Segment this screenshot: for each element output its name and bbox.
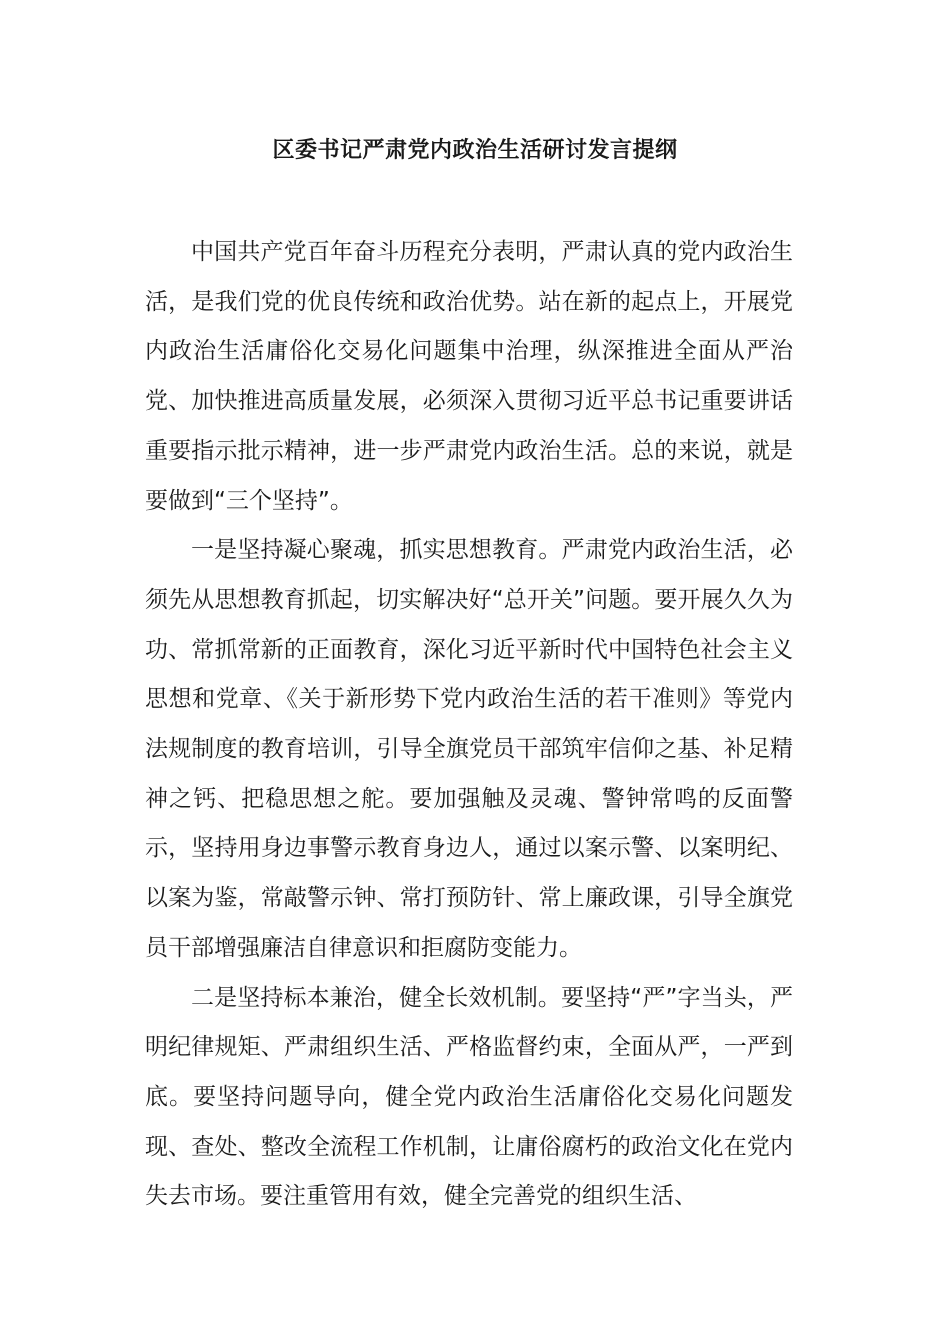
document-title: 区委书记严肃党内政治生活研讨发言提纲 xyxy=(272,138,678,163)
paragraph-point-two: 二是坚持标本兼治，健全长效机制。要坚持“严”字当头，严明纪律规矩、严肃组织生活、严格监督约束，全面从严，一严到底。要坚持问题导向，健全党内政治生活庸俗化交易化问题发现、查处、整改全流程工作机制，让庸俗腐朽的政治文化在党内失去市场。要注重管用有效，健全完善党的组织生活、 xyxy=(145,984,793,1210)
paragraph-intro: 中国共产党百年奋斗历程充分表明，严肃认真的党内政治生活，是我们党的优良传统和政治优势。站在新的起点上，开展党内政治生活庸俗化交易化问题集中治理，纵深推进全面从严治党、加快推进高质量发展，必须深入贯彻习近平总书记重要讲话重要指示批示精神，进一步严肃党内政治生活。总的来说，就是要做到“三个坚持”。 xyxy=(145,239,793,514)
paragraph-point-one: 一是坚持凝心聚魂，抓实思想教育。严肃党内政治生活，必须先从思想教育抓起，切实解决好“总开关”问题。要开展久久为功、常抓常新的正面教育，深化习近平新时代中国特色社会主义思想和党章、《关于新形势下党内政治生活的若干准则》等党内法规制度的教育培训，引导全旗党员干部筑牢信仰之基、补足精神之钙、把稳思想之舵。要加强触及灵魂、警钟常鸣的反面警示，坚持用身边事警示教育身边人，通过以案示警、以案明纪、以案为鉴，常敲警示钟、常打预防针、常上廉政课，引导全旗党员干部增强廉洁自律意识和拒腐防变能力。 xyxy=(145,537,793,961)
document-body xyxy=(145,228,793,1222)
